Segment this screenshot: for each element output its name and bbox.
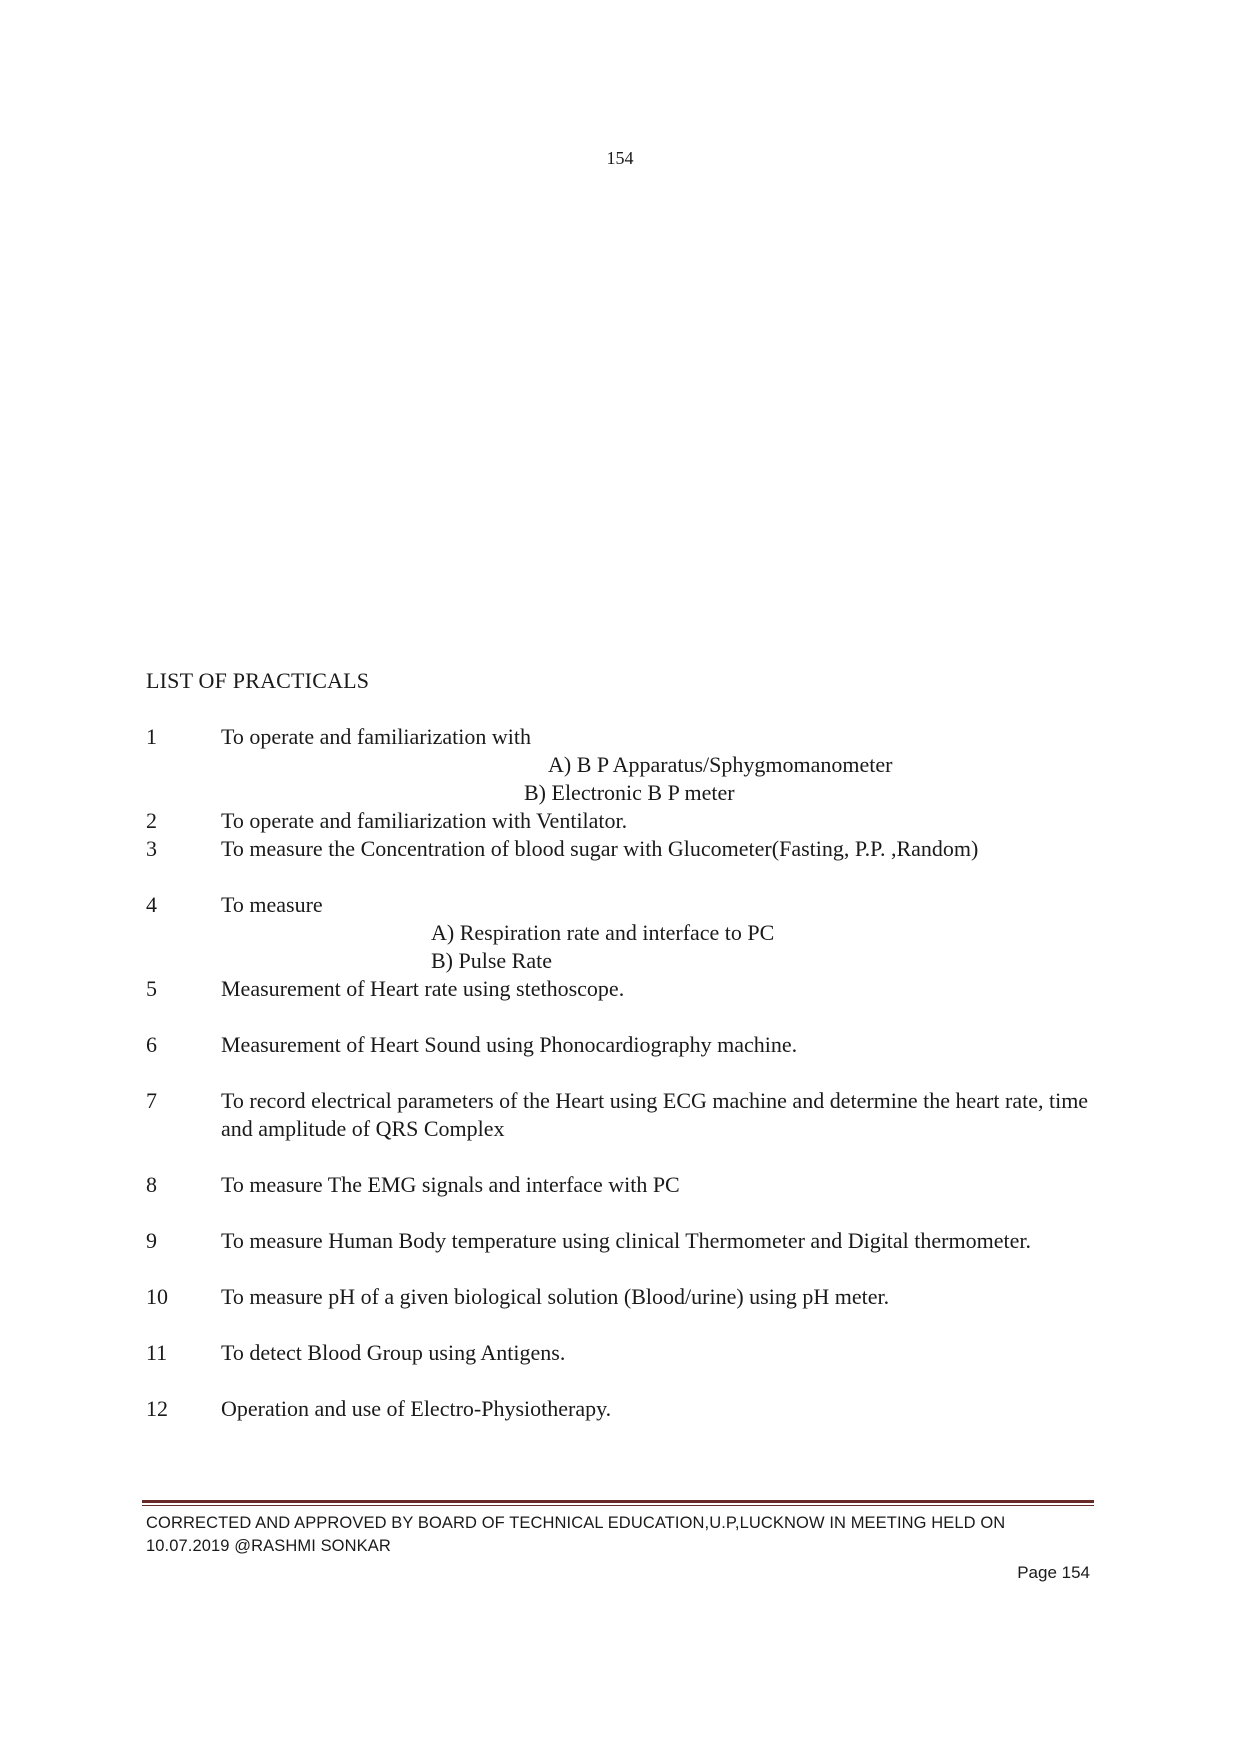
practical-text: To record electrical parameters of the Heart using ECG machine and determine the heart rate, time and amplitude of QRS Complex — [221, 1088, 1094, 1141]
spacer — [146, 1059, 1106, 1087]
practical-number: 10 — [146, 1284, 168, 1309]
practical-text: To operate and familiarization with — [221, 724, 532, 749]
practical-subitem-text: B) Electronic B P meter — [524, 780, 735, 805]
practical-number: 8 — [146, 1172, 157, 1197]
footer-divider — [142, 1500, 1094, 1506]
practical-number: 4 — [146, 892, 157, 917]
practical-number: 9 — [146, 1228, 157, 1253]
practical-item-7 — [146, 1087, 1106, 1143]
practical-item-1 — [146, 723, 1106, 751]
practical-item-9 — [146, 1227, 1106, 1255]
footer-line-1: CORRECTED AND APPROVED BY BOARD OF TECHNICAL EDUCATION,U.P,LUCKNOW IN MEETING HELD ON — [146, 1514, 1006, 1532]
practical-number: 12 — [146, 1396, 168, 1421]
practical-item-11 — [146, 1339, 1106, 1367]
spacer — [146, 1143, 1106, 1171]
page-number-top: 154 — [606, 148, 634, 168]
practical-item-12 — [146, 1395, 1106, 1423]
practical-text: Operation and use of Electro-Physiotherapy. — [221, 1396, 612, 1421]
practical-text: To operate and familiarization with Ventilator. — [221, 808, 628, 833]
practical-item-3 — [146, 835, 1106, 863]
practical-text: Measurement of Heart rate using stethoscope. — [221, 976, 625, 1001]
practical-item-10 — [146, 1283, 1106, 1311]
spacer — [146, 1199, 1106, 1227]
practical-subitem — [146, 751, 1106, 779]
practical-text: Measurement of Heart Sound using Phonocardiography machine. — [221, 1032, 798, 1057]
practical-number: 2 — [146, 808, 157, 833]
practical-item-2 — [146, 807, 1106, 835]
practical-item-8 — [146, 1171, 1106, 1199]
practical-text: To measure The EMG signals and interface with PC — [221, 1172, 680, 1197]
practical-text: To measure — [221, 892, 323, 917]
practical-number: 7 — [146, 1088, 157, 1113]
footer-page-number: Page 154 — [1017, 1563, 1090, 1582]
practical-text: To measure pH of a given biological solution (Blood/urine) using pH meter. — [221, 1284, 890, 1309]
practical-number: 5 — [146, 976, 157, 1001]
practicals-list — [146, 723, 1106, 1423]
footer-line-2: 10.07.2019 @RASHMI SONKAR — [146, 1537, 391, 1555]
spacer — [146, 1255, 1106, 1283]
practical-number: 1 — [146, 724, 157, 749]
practical-item-6 — [146, 1031, 1106, 1059]
practical-number: 3 — [146, 836, 157, 861]
practical-subitem — [146, 919, 1106, 947]
practical-item-5 — [146, 975, 1106, 1003]
practical-number: 11 — [146, 1340, 168, 1365]
practical-subitem-text: A) Respiration rate and interface to PC — [431, 920, 775, 945]
practical-subitem — [146, 779, 1106, 807]
footer-note — [146, 1512, 1096, 1558]
practical-text: To measure the Concentration of blood sugar with Glucometer(Fasting, P.P. ,Random) — [221, 836, 979, 861]
spacer — [146, 1367, 1106, 1395]
practical-text: To measure Human Body temperature using clinical Thermometer and Digital thermometer. — [221, 1228, 1031, 1253]
practical-number: 6 — [146, 1032, 157, 1057]
practical-subitem-text: A) B P Apparatus/Sphygmomanometer — [548, 752, 893, 777]
practical-text: To detect Blood Group using Antigens. — [221, 1340, 566, 1365]
section-heading: LIST OF PRACTICALS — [146, 668, 370, 693]
practical-subitem — [146, 947, 1106, 975]
practical-subitem-text: B) Pulse Rate — [431, 948, 552, 973]
spacer — [146, 863, 1106, 891]
practical-item-4 — [146, 891, 1106, 919]
spacer — [146, 1003, 1106, 1031]
spacer — [146, 1311, 1106, 1339]
